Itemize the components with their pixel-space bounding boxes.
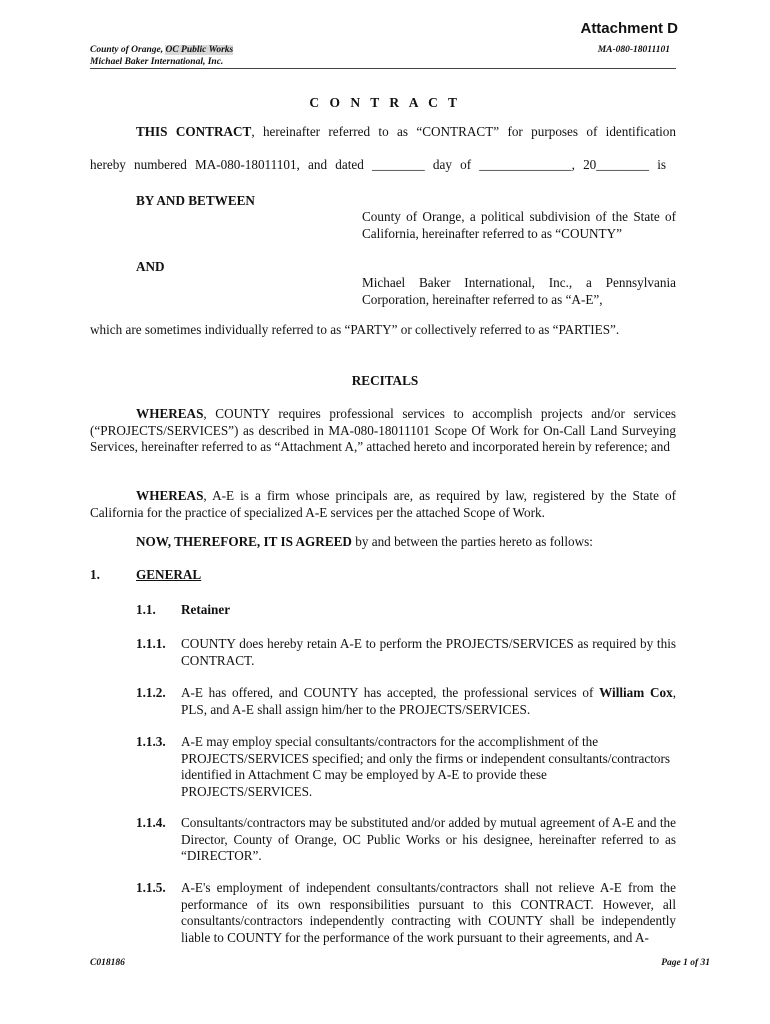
clause-number: 1.1.5.	[136, 880, 166, 895]
parties-closing: which are sometimes individually referred to as “PARTY” or collectively referred to as “PARTIES”.	[90, 322, 620, 337]
header-contract-number: MA-080-18011101	[597, 45, 670, 55]
recitals-heading: RECITALS	[351, 373, 419, 388]
clause-number: 1.1.1.	[136, 636, 166, 651]
section-number: 1.	[90, 567, 100, 582]
attachment-label: Attachment D	[580, 20, 678, 37]
intro-line-2: hereby numbered MA-080-18011101, and dated ________ day of ______________, 20________ is	[90, 157, 666, 172]
clause-text: COUNTY does hereby retain A-E to perform the PROJECTS/SERVICES as required by this CONTRACT.	[181, 636, 676, 668]
now-therefore	[136, 534, 593, 551]
and-label: AND	[136, 259, 165, 274]
clause-text: A-E's employment of independent consultants/contractors shall not relieve A-E from the performance of its own responsibilities pursuant to this CONTRACT. However, all consultants/contractors independently contracting with COUNTY shall be independently liable to COUNTY for the performance of the work pursuant to their agreements, and A-	[181, 880, 676, 945]
recital-whereas-1	[90, 406, 676, 456]
professional-name: William Cox	[599, 685, 673, 700]
intro-line-1-text: , hereinafter referred to as “CONTRACT” for purposes of identification	[251, 124, 676, 139]
header-org	[90, 44, 233, 56]
clause-text-pre: A-E has offered, and COUNTY has accepted, the professional services of	[181, 685, 600, 700]
header-org-prefix: County of Orange,	[90, 45, 166, 55]
footer-page-number: Page 1 of 31	[661, 958, 710, 968]
clause-text: Consultants/contractors may be substituted and/or added by mutual agreement of A-E and the Director, County of Orange, OC Public Works or his designee, hereinafter referred to as “DIRECTOR”.	[181, 815, 676, 863]
ae-party-text: Michael Baker International, Inc., a Pennsylvania Corporation, hereinafter referred to as “A-E”,	[362, 275, 676, 307]
recital-whereas-2-text: , A-E is a firm whose principals are, as required by law, registered by the State of California for the practice of specialized A-E services per the attached Scope of Work.	[90, 488, 676, 520]
header-contractor: Michael Baker International, Inc.	[90, 57, 224, 67]
subsection-number: 1.1.	[136, 602, 156, 617]
header-rule	[90, 68, 676, 69]
clause-number: 1.1.3.	[136, 734, 166, 749]
document-title: C O N T R A C T	[309, 95, 461, 110]
intro-lead: THIS CONTRACT	[136, 124, 252, 139]
by-and-between-label: BY AND BETWEEN	[136, 193, 255, 208]
now-therefore-text: by and between the parties hereto as follows:	[351, 534, 593, 549]
now-therefore-label: NOW, THEREFORE, IT IS AGREED	[136, 534, 352, 549]
clause-number: 1.1.2.	[136, 685, 166, 700]
clause-text: A-E may employ special consultants/contractors for the accomplishment of the PROJECTS/SERVICES specified; and only the firms or independent consultants/contractors identified in Attachment C may be employed by A-E to provide these PROJECTS/SERVICES.	[181, 734, 671, 799]
section-title: GENERAL	[136, 567, 202, 582]
recital-whereas-2	[90, 488, 676, 521]
recital-whereas-1-text: , COUNTY requires professional services to accomplish projects and/or services (“PROJECTS/SERVICES”) as described in MA-080-18011101 Scope Of Work for On-Call Land Surveying Services, hereinafter referred to as “Attachment A,” attached hereto and incorporated herein by reference; and	[90, 406, 676, 454]
clause-number: 1.1.4.	[136, 815, 166, 830]
clause-text	[181, 685, 676, 718]
intro-line-1	[136, 124, 676, 141]
header-org-highlight: OC Public Works	[165, 45, 234, 55]
subsection-title: Retainer	[181, 602, 231, 617]
whereas-label: WHEREAS	[136, 406, 204, 421]
footer-code: C018186	[90, 958, 125, 968]
whereas-label: WHEREAS	[136, 488, 204, 503]
clause-text-post: , PLS, and A-E shall assign him/her to the PROJECTS/SERVICES.	[181, 685, 676, 717]
county-party-text: County of Orange, a political subdivision of the State of California, hereinafter referred to as “COUNTY”	[362, 209, 676, 241]
